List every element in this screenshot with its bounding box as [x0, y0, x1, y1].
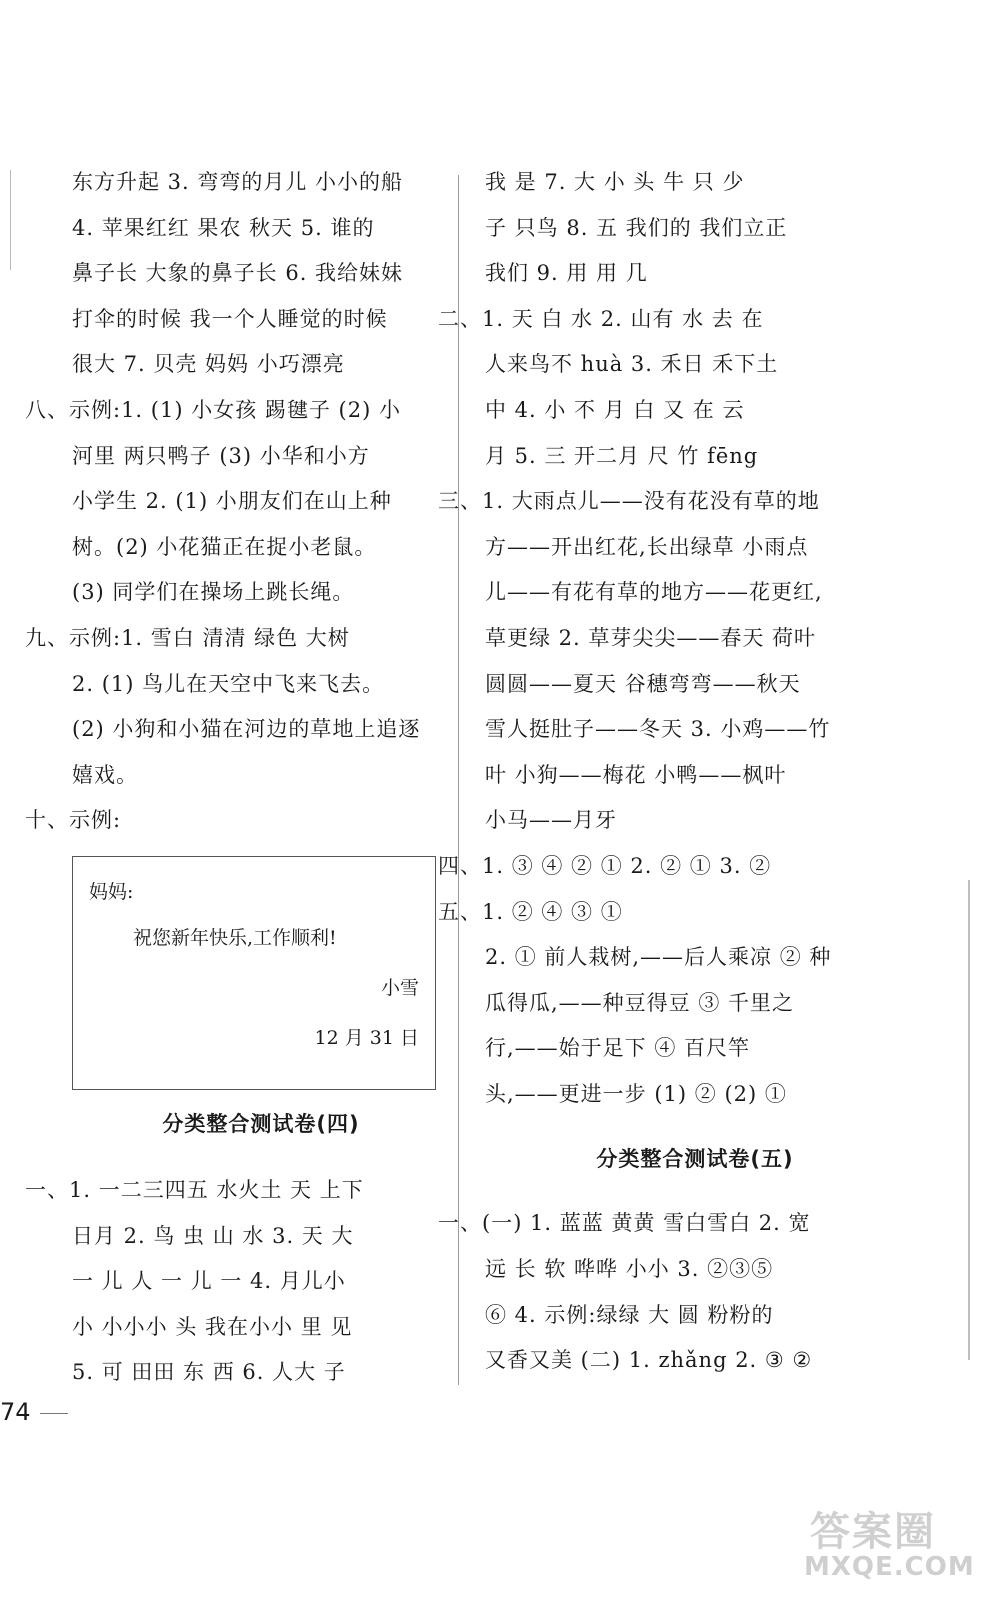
answer-line: 雪人挺肚子——冬天 3. 小鸡——竹	[485, 717, 831, 742]
watermark	[800, 1500, 990, 1590]
right-column	[438, 160, 905, 1384]
answer-line: 我们 9. 用 用 几	[485, 261, 648, 286]
scan-edge-mark	[10, 170, 11, 270]
answer-line: 子 只鸟 8. 五 我们的 我们立正	[485, 215, 788, 240]
answer-line: 草更绿 2. 草芽尖尖——春天 荷叶	[485, 625, 817, 650]
answer-line: 三、1. 大雨点儿——没有花没有草的地	[438, 489, 820, 514]
page-number-rule	[40, 1413, 68, 1414]
answer-line: 儿——有花有草的地方——花更红,	[485, 580, 823, 605]
answer-line: 行,——始于足下 ④ 百尺竿	[485, 1036, 751, 1061]
answer-line: 我 是 7. 大 小 头 牛 只 少	[485, 170, 745, 194]
answer-line: 八、示例:1. (1) 小女孩 踢毽子 (2) 小	[25, 397, 401, 422]
answer-line: 五、1. ② ④ ③ ①	[438, 899, 623, 924]
answer-line: 十、示例:	[25, 808, 122, 833]
answer-line: 一、(一) 1. 蓝蓝 黄黄 雪白雪白 2. 宽	[438, 1211, 811, 1236]
left-column	[25, 160, 450, 1396]
sample-letter-box	[72, 856, 436, 1090]
answer-line: 瓜得瓜,——种豆得豆 ③ 千里之	[485, 990, 795, 1015]
answer-line: 远 长 软 哗哗 小小 3. ②③⑤	[485, 1257, 774, 1282]
answer-line: 叶 小狗——梅花 小鸭——枫叶	[485, 762, 787, 787]
answer-line: 方——开出红花,长出绿草 小雨点	[485, 534, 809, 559]
answer-line: 四、1. ③ ④ ② ① 2. ② ① 3. ②	[438, 853, 772, 878]
letter-greeting: 妈妈:	[89, 880, 134, 903]
answer-line: 日月 2. 鸟 虫 山 水 3. 天 大	[72, 1223, 354, 1248]
watermark-url: MXQE.COM	[804, 1552, 975, 1582]
letter-signature: 小雪	[380, 976, 419, 999]
answer-line: 2. (1) 鸟儿在天空中飞来飞去。	[72, 671, 385, 696]
answer-line: 东方升起 3. 弯弯的月儿 小小的船	[72, 170, 404, 194]
answer-line: 嬉戏。	[72, 762, 138, 787]
answer-line: 4. 苹果红红 果农 秋天 5. 谁的	[72, 215, 375, 240]
answer-line: 树。(2) 小花猫正在捉小老鼠。	[72, 534, 377, 559]
answer-line: 人来鸟不 huà 3. 禾日 禾下土	[485, 352, 779, 377]
answer-line: 河里 两只鸭子 (3) 小华和小方	[72, 443, 370, 468]
answer-line: 又香又美 (二) 1. zhǎng 2. ③ ②	[485, 1348, 813, 1373]
answer-line: (2) 小狗和小猫在河边的草地上追逐	[72, 717, 421, 742]
page-number: 74	[0, 1398, 31, 1426]
answer-line: 2. ① 前人栽树,——后人乘凉 ② 种	[485, 945, 832, 970]
answer-line: 很大 7. 贝壳 妈妈 小巧漂亮	[72, 352, 345, 377]
answer-line: 月 5. 三 开二月 尺 竹 fēng	[485, 443, 759, 468]
answer-line: 九、示例:1. 雪白 清清 绿色 大树	[25, 625, 350, 650]
answer-line: 二、1. 天 白 水 2. 山有 水 去 在	[438, 306, 764, 331]
letter-body: 祝您新年快乐,工作顺利!	[133, 926, 337, 949]
answer-line: 圆圆——夏天 谷穗弯弯——秋天	[485, 671, 801, 696]
answer-line: (3) 同学们在操场上跳长绳。	[72, 580, 355, 605]
section-title-test-4: 分类整合测试卷(四)	[162, 1111, 360, 1136]
answer-line: 头,——更进一步 (1) ② (2) ①	[485, 1081, 787, 1106]
section-title-test-5: 分类整合测试卷(五)	[596, 1147, 794, 1172]
scan-edge-mark-right	[968, 880, 970, 1360]
letter-date: 12 月 31 日	[314, 1026, 419, 1049]
answer-line: 小 小小小 头 我在小小 里 见	[72, 1314, 353, 1339]
answer-line: 5. 可 田田 东 西 6. 人大 子	[72, 1360, 346, 1385]
answer-line: 一 儿 人 一 儿 一 4. 月儿小	[72, 1269, 346, 1294]
watermark-logo: 答案圈	[810, 1509, 936, 1555]
answer-line: 鼻子长 大象的鼻子长 6. 我给妹妹	[72, 261, 404, 286]
answer-line: 一、1. 一二三四五 水火土 天 上下	[25, 1177, 364, 1202]
answer-line: 小学生 2. (1) 小朋友们在山上种	[72, 489, 392, 514]
answer-line: ⑥ 4. 示例:绿绿 大 圆 粉粉的	[485, 1302, 774, 1327]
answer-line: 小马——月牙	[485, 808, 617, 833]
answer-line: 打伞的时候 我一个人睡觉的时候	[72, 306, 388, 331]
answer-line: 中 4. 小 不 月 白 又 在 云	[485, 397, 745, 422]
